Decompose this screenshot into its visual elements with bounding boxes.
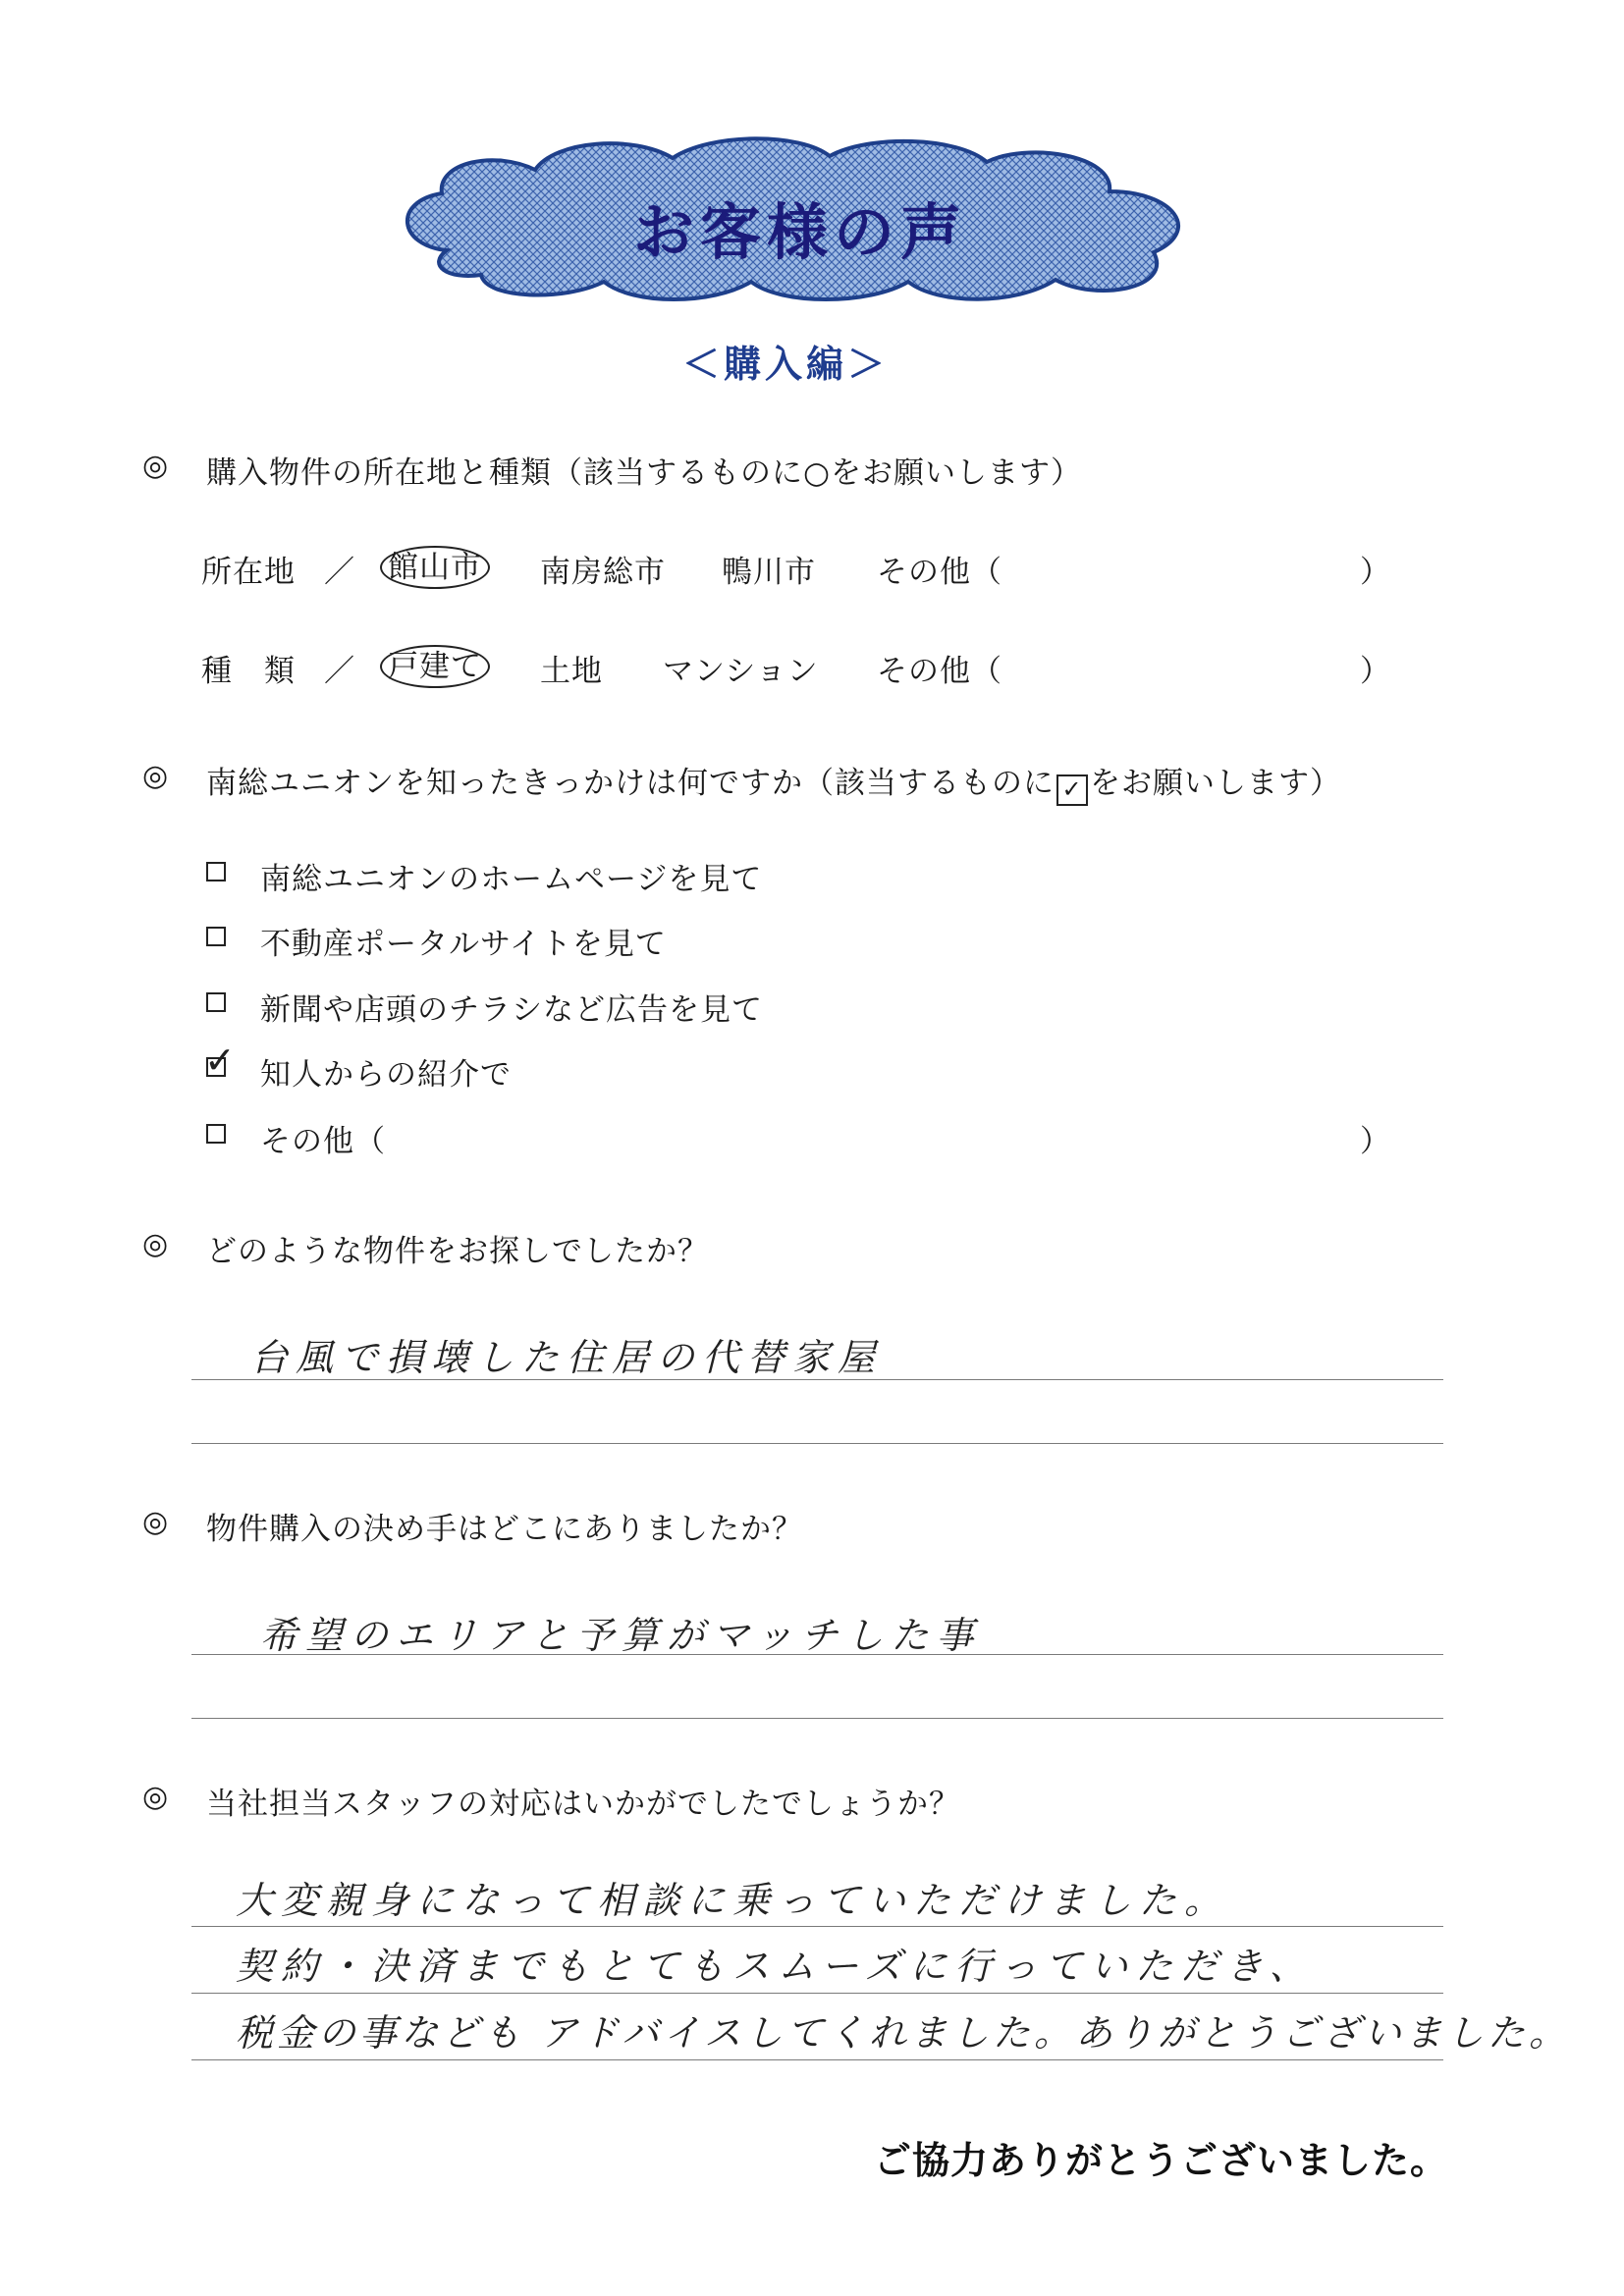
answer-line xyxy=(191,2059,1443,2060)
answer-line xyxy=(191,1718,1443,1719)
page-subtitle: ＜購入編＞ xyxy=(682,343,890,386)
q3-question: どのような物件をお探しでしたか？ xyxy=(206,1234,709,1269)
q4-mark: ◎ xyxy=(142,1505,169,1539)
type-other-close: ） xyxy=(1360,654,1391,689)
type-label: 種 類 xyxy=(201,654,296,689)
option-checkbox[interactable] xyxy=(206,862,226,881)
option-checkbox[interactable] xyxy=(206,992,226,1012)
q5-mark: ◎ xyxy=(142,1780,169,1814)
selected-circle: 戸建て xyxy=(380,645,490,688)
answer-line xyxy=(191,1926,1443,1927)
option-other-close: ） xyxy=(1360,1124,1391,1159)
type-option-detached[interactable] xyxy=(388,641,490,685)
q1-mark: ◎ xyxy=(142,449,169,483)
type-option-other[interactable]: その他（ xyxy=(877,654,1002,689)
q5-answer-line-1: 大変親身になって相談に乗っていただけました。 xyxy=(236,1879,1230,1922)
q5-answer-line-2: 契約・決済までもとてもスムーズに行っていただき、 xyxy=(236,1945,1315,1988)
q3-answer: 台風で損壊した住居の代替家屋 xyxy=(250,1336,884,1379)
option-portal: 不動産ポータルサイトを見て xyxy=(260,927,667,962)
q2-question xyxy=(206,758,1341,806)
q2-mark: ◎ xyxy=(142,759,169,793)
answer-line xyxy=(191,1443,1443,1444)
q2-question-tail: をお願いします） xyxy=(1090,766,1341,801)
page-title: お客様の声 xyxy=(633,196,968,268)
location-option-other[interactable]: その他（ xyxy=(877,555,1002,590)
q5-answer-line-3: 税金の事なども アドバイスしてくれました。ありがとうございました。 xyxy=(236,2011,1570,2055)
location-option-minamiboso[interactable]: 南房総市 xyxy=(540,555,666,590)
q5-question: 当社担当スタッフの対応はいかがでしたでしょうか？ xyxy=(206,1787,960,1822)
check-icon: ✓ xyxy=(204,1039,236,1082)
answer-line xyxy=(191,1993,1443,1994)
type-slash: ／ xyxy=(324,654,355,689)
type-option-mansion[interactable]: マンション xyxy=(663,654,819,689)
type-option-land[interactable]: 土地 xyxy=(540,654,603,689)
selected-circle: 館山市 xyxy=(380,546,490,589)
location-option-kamogawa[interactable]: 鴨川市 xyxy=(722,555,816,590)
option-referral: 知人からの紹介で xyxy=(260,1057,512,1093)
check-example-box: ✓ xyxy=(1056,774,1088,806)
option-checkbox[interactable] xyxy=(206,1124,226,1144)
location-slash: ／ xyxy=(324,555,355,590)
location-option-tateyama[interactable] xyxy=(388,542,490,586)
q4-question: 物件購入の決め手はどこにありましたか？ xyxy=(206,1512,803,1547)
location-other-close: ） xyxy=(1360,555,1391,590)
option-other: その他（ xyxy=(260,1124,386,1159)
option-flyer: 新聞や店頭のチラシなど広告を見て xyxy=(260,992,763,1028)
option-homepage: 南総ユニオンのホームページを見て xyxy=(260,862,763,897)
location-label: 所在地 xyxy=(201,555,296,590)
q3-mark: ◎ xyxy=(142,1227,169,1261)
title-banner xyxy=(388,133,1213,309)
q4-answer: 希望のエリアと予算がマッチした事 xyxy=(260,1614,982,1657)
q2-question-text: 南総ユニオンを知ったきっかけは何ですか（該当するものに xyxy=(206,766,1055,801)
answer-line xyxy=(191,1379,1443,1380)
option-checkbox[interactable] xyxy=(206,927,226,946)
thanks-message: ご協力ありがとうございました。 xyxy=(874,2139,1449,2182)
answer-line xyxy=(191,1654,1443,1655)
q1-question: 購入物件の所在地と種類（該当するものに○をお願いします） xyxy=(206,455,1083,491)
